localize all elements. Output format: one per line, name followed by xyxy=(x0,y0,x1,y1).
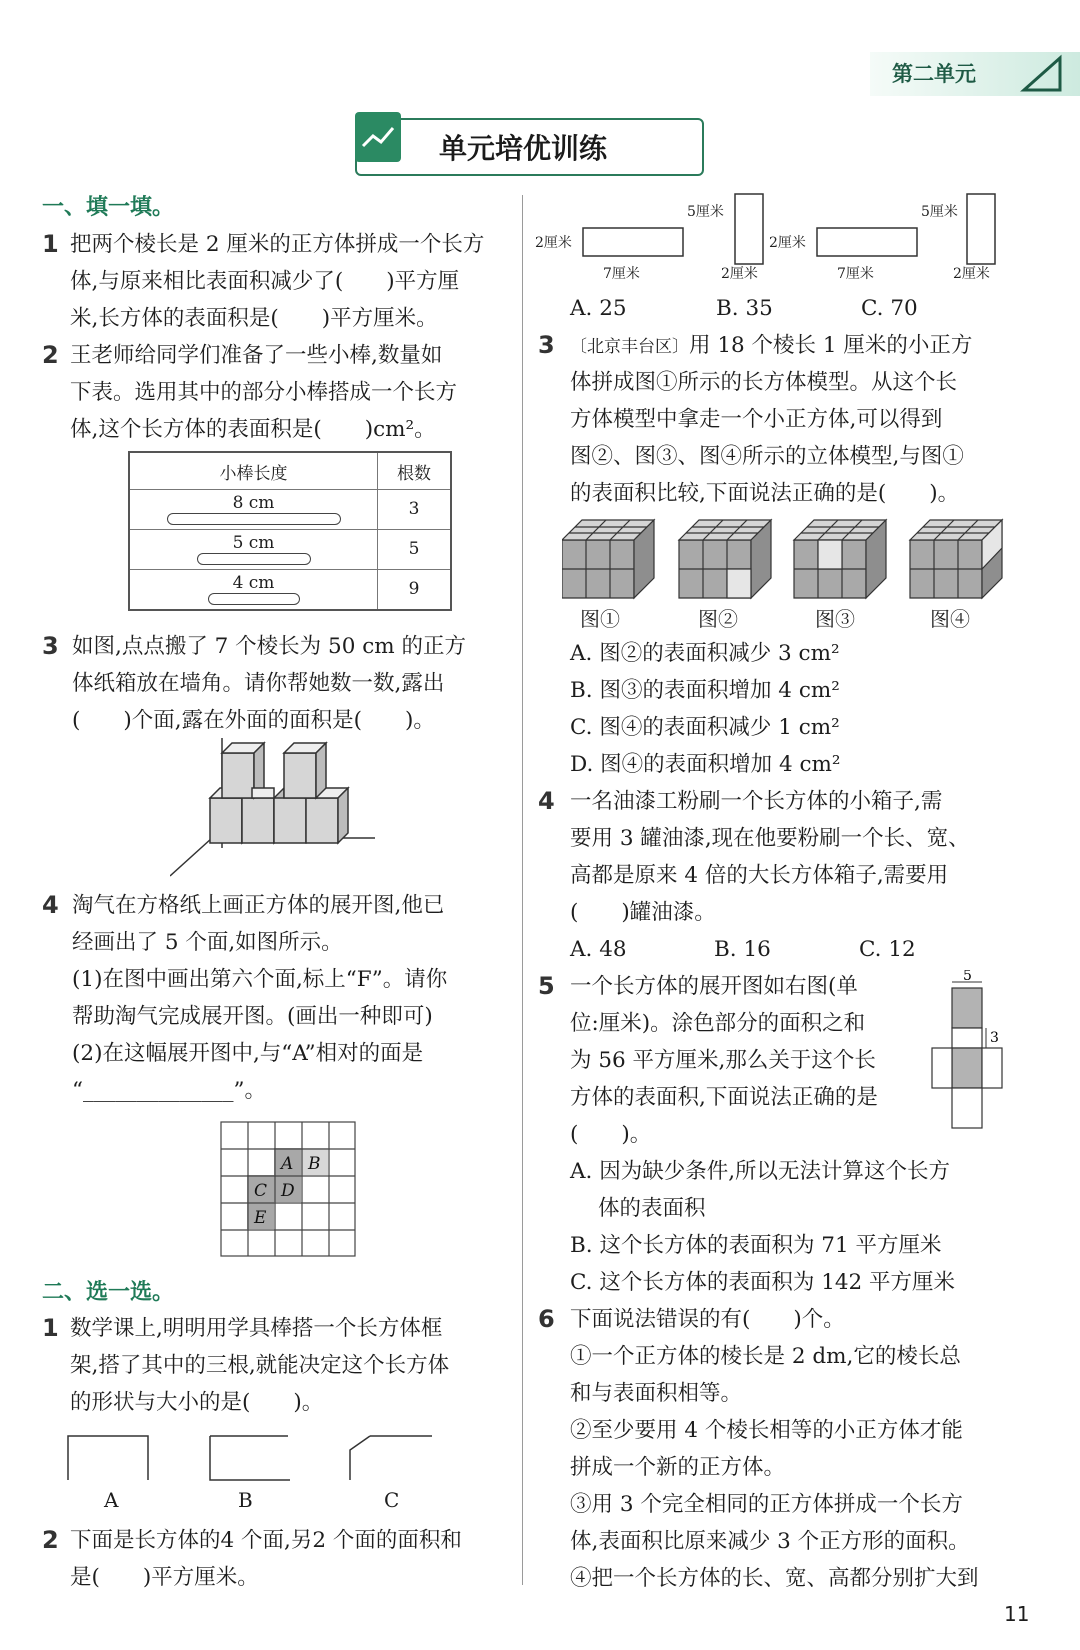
q4-line: 经画出了 5 个面,如图所示。 xyxy=(72,930,343,955)
source-tag: 〔北京丰台区〕 xyxy=(570,337,689,357)
stick-5cm xyxy=(197,553,311,565)
q2-line: 下表。选用其中的部分小棒搭成一个长方 xyxy=(70,380,458,405)
frame-options-figure xyxy=(60,1428,440,1483)
s2q5-option: B. 这个长方体的表面积为 71 平方厘米 xyxy=(570,1233,942,1258)
stick-count: 3 xyxy=(378,490,452,530)
s2q5-line: 位:厘米)。涂色部分的面积之和 xyxy=(570,1011,866,1036)
s2q2-number: 2 xyxy=(42,1526,59,1554)
s2q5-line: 一个长方体的展开图如右图(单 xyxy=(570,974,858,999)
s2q4-line: 高都是原来 4 倍的大长方体箱子,需要用 xyxy=(570,863,949,888)
stick-4cm xyxy=(208,593,300,605)
s2q5-line: 为 56 平方厘米,那么关于这个长 xyxy=(570,1048,876,1073)
face4-height: 5厘米 xyxy=(921,204,958,220)
q4-line: 淘气在方格纸上画正方体的展开图,他已 xyxy=(72,893,445,918)
stick-length: 4 cm xyxy=(232,573,275,594)
s2q4-number: 4 xyxy=(538,787,555,815)
option-c-label: C xyxy=(384,1488,400,1512)
figure-label-2: 图② xyxy=(698,607,738,631)
section2-heading: 二、选一选。 xyxy=(42,1280,175,1305)
s2q2-option-a: A. 25 xyxy=(570,296,627,321)
cube-models-figure xyxy=(562,518,1022,600)
table-row xyxy=(129,569,451,610)
s2q3-line: 的表面积比较,下面说法正确的是( )。 xyxy=(570,481,960,506)
model-2 xyxy=(679,520,771,598)
s2q3-line: 图②、图③、图④所示的立体模型,与图① xyxy=(570,444,964,469)
s2q5-number: 5 xyxy=(538,972,555,1000)
s2q3-option: A. 图②的表面积减少 3 cm² xyxy=(570,641,840,666)
option-a-label: A xyxy=(104,1488,119,1512)
table-row xyxy=(129,529,451,569)
q3-number: 3 xyxy=(42,632,59,660)
s2q5-option: A. 因为缺少条件,所以无法计算这个长方 xyxy=(570,1159,951,1184)
stick-count: 9 xyxy=(378,569,452,610)
table-header: 根数 xyxy=(378,452,452,490)
s2q4-line: 要用 3 罐油漆,现在他要粉刷一个长、宽、 xyxy=(570,826,970,851)
face3-height: 2厘米 xyxy=(769,235,806,251)
q4-line: 帮助淘气完成展开图。(画出一种即可) xyxy=(72,1004,433,1029)
table-header: 小棒长度 xyxy=(129,452,378,490)
net-width-label: 5 xyxy=(963,970,972,984)
s2q4-line: ( )罐油漆。 xyxy=(570,900,716,925)
model-3 xyxy=(794,520,886,598)
stick-count: 5 xyxy=(378,529,452,569)
s2q6-line: ③用 3 个完全相同的正方体拼成一个长方 xyxy=(570,1492,963,1517)
section-title-box xyxy=(355,118,704,176)
unit-tab xyxy=(870,52,1080,96)
q1-line: 体,与原来相比表面积减少了( )平方厘 xyxy=(70,269,460,294)
q1-number: 1 xyxy=(42,230,59,258)
q1-line: 把两个棱长是 2 厘米的正方体拼成一个长方 xyxy=(70,232,485,257)
model-1 xyxy=(562,520,654,598)
grid-label-b: B xyxy=(308,1154,321,1174)
s2q1-line: 数学课上,明明用学具棒搭一个长方体框 xyxy=(70,1316,443,1341)
grid-label-a: A xyxy=(281,1154,294,1174)
q1-line: 米,长方体的表面积是( )平方厘米。 xyxy=(70,306,438,331)
net-height-label: 3 xyxy=(990,1030,999,1046)
grid-label-c: C xyxy=(254,1181,268,1201)
q4-line: “______________”。 xyxy=(72,1078,266,1103)
face4-width: 2厘米 xyxy=(953,266,990,282)
face2-height: 5厘米 xyxy=(687,204,724,220)
q2-line: 体,这个长方体的表面积是( )cm²。 xyxy=(70,417,436,442)
table-row xyxy=(129,490,451,530)
ruler-icon xyxy=(1020,54,1068,94)
s2q4-option-c: C. 12 xyxy=(859,937,916,962)
stick-table xyxy=(128,451,452,611)
q3-line: 体纸箱放在墙角。请你帮她数一数,露出 xyxy=(72,671,445,696)
net-grid-figure xyxy=(220,1121,356,1257)
stick-length: 5 cm xyxy=(232,533,275,554)
q4-line: (1)在图中画出第六个面,标上“F”。请你 xyxy=(72,967,448,992)
face1-width: 7厘米 xyxy=(603,266,640,282)
column-divider xyxy=(522,195,523,1585)
s2q1-line: 的形状与大小的是( )。 xyxy=(70,1390,324,1415)
s2q3-line-text: 用 18 个棱长 1 厘米的小正方 xyxy=(689,333,973,358)
s2q6-line: ②至少要用 4 个棱长相等的小正方体才能 xyxy=(570,1418,963,1443)
page-title: 单元培优训练 xyxy=(439,132,608,165)
option-b-label: B xyxy=(238,1488,253,1512)
stick-8cm xyxy=(167,513,341,525)
q3-line: 如图,点点搬了 7 个棱长为 50 cm 的正方 xyxy=(72,634,466,659)
unit-label: 第二单元 xyxy=(892,62,976,86)
s2q5-option: C. 这个长方体的表面积为 142 平方厘米 xyxy=(570,1270,956,1295)
chart-icon xyxy=(355,112,401,162)
s2q4-line: 一名油漆工粉刷一个长方体的小箱子,需 xyxy=(570,789,943,814)
q2-line: 王老师给同学们准备了一些小棒,数量如 xyxy=(70,343,443,368)
s2q6-line: 拼成一个新的正方体。 xyxy=(570,1455,786,1480)
section1-heading: 一、填一填。 xyxy=(42,195,175,220)
s2q5-line: ( )。 xyxy=(570,1122,652,1147)
s2q3-number: 3 xyxy=(538,331,555,359)
boxes-corner-figure xyxy=(170,738,380,883)
face3-width: 7厘米 xyxy=(837,266,874,282)
s2q4-option-b: B. 16 xyxy=(714,937,771,962)
face1-height: 2厘米 xyxy=(535,235,572,251)
s2q3-option: D. 图④的表面积增加 4 cm² xyxy=(570,752,841,777)
grid-label-e: E xyxy=(254,1208,267,1228)
s2q3-line xyxy=(570,327,972,366)
s2q6-line: 下面说法错误的有( )个。 xyxy=(570,1307,845,1332)
s2q2-line: 是( )平方厘米。 xyxy=(70,1565,259,1590)
figure-label-3: 图③ xyxy=(815,607,855,631)
s2q6-line: 体,表面积比原来减少 3 个正方形的面积。 xyxy=(570,1529,970,1554)
s2q3-option: C. 图④的表面积减少 1 cm² xyxy=(570,715,840,740)
s2q6-line: ④把一个长方体的长、宽、高都分别扩大到 xyxy=(570,1566,979,1591)
figure-label-1: 图① xyxy=(580,607,620,631)
s2q3-line: 体拼成图①所示的长方体模型。从这个长 xyxy=(570,370,958,395)
s2q5-option: 体的表面积 xyxy=(598,1196,706,1221)
s2q5-line: 方体的表面积,下面说法正确的是 xyxy=(570,1085,878,1110)
q2-number: 2 xyxy=(42,341,59,369)
q3-line: ( )个面,露在外面的面积是( )。 xyxy=(72,708,435,733)
s2q1-number: 1 xyxy=(42,1314,59,1342)
s2q4-option-a: A. 48 xyxy=(570,937,627,962)
s2q2-option-c: C. 70 xyxy=(861,296,918,321)
q4-line: (2)在这幅展开图中,与“A”相对的面是 xyxy=(72,1041,424,1066)
grid-label-d: D xyxy=(281,1181,295,1201)
model-4 xyxy=(910,520,1002,598)
figure-label-4: 图④ xyxy=(930,607,970,631)
s2q3-line: 方体模型中拿走一个小正方体,可以得到 xyxy=(570,407,943,432)
s2q1-line: 架,搭了其中的三根,就能决定这个长方体 xyxy=(70,1353,450,1378)
s2q6-number: 6 xyxy=(538,1305,555,1333)
s2q3-option: B. 图③的表面积增加 4 cm² xyxy=(570,678,840,703)
q4-number: 4 xyxy=(42,891,59,919)
s2q6-line: 和与表面积相等。 xyxy=(570,1381,743,1406)
s2q6-line: ①一个正方体的棱长是 2 dm,它的棱长总 xyxy=(570,1344,961,1369)
rectangle-faces-figure xyxy=(535,190,1015,285)
stick-length: 8 cm xyxy=(232,493,275,514)
page-number: 11 xyxy=(1004,1602,1030,1626)
cuboid-net-figure xyxy=(928,970,1006,1132)
s2q2-line: 下面是长方体的4 个面,另2 个面的面积和 xyxy=(70,1528,462,1553)
s2q2-option-b: B. 35 xyxy=(716,296,773,321)
face2-width: 2厘米 xyxy=(721,266,758,282)
